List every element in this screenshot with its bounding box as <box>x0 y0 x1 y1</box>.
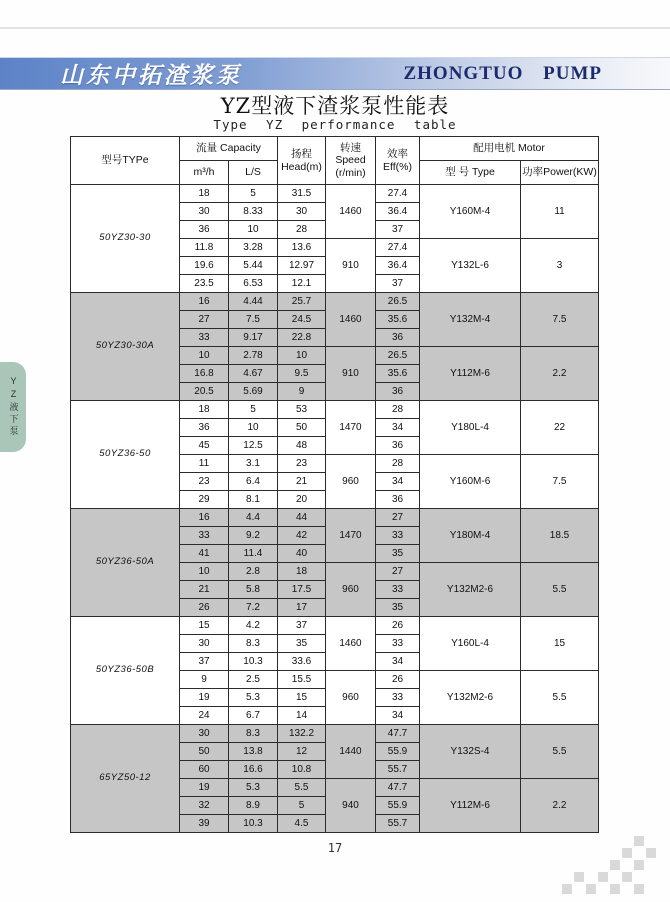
capacity-ls-cell: 12.5 <box>229 437 278 455</box>
head-cell: 9 <box>278 383 326 401</box>
eff-cell: 33 <box>376 635 420 653</box>
motor-power-cell: 5.5 <box>521 725 599 779</box>
head-cell: 37 <box>278 617 326 635</box>
eff-cell: 33 <box>376 689 420 707</box>
eff-cell: 47.7 <box>376 725 420 743</box>
section-tab-label: YZ液下泵 <box>8 376 19 438</box>
head-cell: 50 <box>278 419 326 437</box>
speed-cell: 1460 <box>326 293 376 347</box>
head-cell: 18 <box>278 563 326 581</box>
eff-cell: 27 <box>376 509 420 527</box>
head-cell: 44 <box>278 509 326 527</box>
col-header-motor-type: 型 号 Type <box>420 161 521 185</box>
capacity-ls-cell: 2.5 <box>229 671 278 689</box>
col-header-speed-en: (r/min) <box>335 166 366 179</box>
eff-cell: 34 <box>376 653 420 671</box>
capacity-ls-cell: 10.3 <box>229 815 278 833</box>
capacity-ls-cell: 8.1 <box>229 491 278 509</box>
eff-cell: 35.6 <box>376 365 420 383</box>
head-cell: 9.5 <box>278 365 326 383</box>
capacity-m3h-cell: 18 <box>180 401 229 419</box>
speed-cell: 910 <box>326 347 376 401</box>
eff-cell: 36 <box>376 383 420 401</box>
head-cell: 42 <box>278 527 326 545</box>
capacity-ls-cell: 4.2 <box>229 617 278 635</box>
brand-band <box>0 57 670 90</box>
capacity-ls-cell: 5.3 <box>229 689 278 707</box>
table-row <box>71 293 599 311</box>
motor-type-cell: Y180M-4 <box>420 509 521 563</box>
capacity-ls-cell: 7.5 <box>229 311 278 329</box>
motor-power-cell: 5.5 <box>521 563 599 617</box>
head-cell: 17 <box>278 599 326 617</box>
eff-cell: 36.4 <box>376 257 420 275</box>
head-cell: 5 <box>278 797 326 815</box>
eff-cell: 26.5 <box>376 347 420 365</box>
model-cell: 50YZ36-50A <box>71 509 180 617</box>
head-cell: 25.7 <box>278 293 326 311</box>
motor-type-cell: Y160L-4 <box>420 617 521 671</box>
capacity-ls-cell: 5.69 <box>229 383 278 401</box>
col-header-eff <box>376 137 420 185</box>
col-header-head-en: Head(m) <box>281 160 322 173</box>
capacity-ls-cell: 13.8 <box>229 743 278 761</box>
capacity-m3h-cell: 20.5 <box>180 383 229 401</box>
eff-cell: 34 <box>376 473 420 491</box>
motor-power-cell: 11 <box>521 185 599 239</box>
capacity-m3h-cell: 27 <box>180 311 229 329</box>
brand-logo-chinese: 山东中拓渣浆泵 <box>60 62 242 89</box>
eff-cell: 36 <box>376 329 420 347</box>
motor-power-cell: 7.5 <box>521 293 599 347</box>
speed-cell: 960 <box>326 455 376 509</box>
capacity-m3h-cell: 16 <box>180 293 229 311</box>
head-cell: 10.8 <box>278 761 326 779</box>
capacity-m3h-cell: 18 <box>180 185 229 203</box>
table-row <box>71 725 599 743</box>
header-row-1 <box>71 137 599 161</box>
motor-type-cell: Y132M2-6 <box>420 671 521 725</box>
head-cell: 22.8 <box>278 329 326 347</box>
head-cell: 13.6 <box>278 239 326 257</box>
capacity-ls-cell: 5.8 <box>229 581 278 599</box>
capacity-ls-cell: 4.4 <box>229 509 278 527</box>
capacity-ls-cell: 8.3 <box>229 635 278 653</box>
performance-table-body <box>71 185 599 833</box>
capacity-m3h-cell: 10 <box>180 347 229 365</box>
eff-cell: 34 <box>376 707 420 725</box>
capacity-m3h-cell: 16.8 <box>180 365 229 383</box>
capacity-m3h-cell: 21 <box>180 581 229 599</box>
capacity-ls-cell: 3.28 <box>229 239 278 257</box>
head-cell: 30 <box>278 203 326 221</box>
col-header-motor-power: 功率Power(KW) <box>521 161 599 185</box>
capacity-ls-cell: 8.3 <box>229 725 278 743</box>
table-row <box>71 509 599 527</box>
capacity-ls-cell: 6.4 <box>229 473 278 491</box>
capacity-m3h-cell: 26 <box>180 599 229 617</box>
motor-type-cell: Y160M-6 <box>420 455 521 509</box>
capacity-m3h-cell: 32 <box>180 797 229 815</box>
capacity-ls-cell: 5 <box>229 401 278 419</box>
col-header-eff-en: Eff(%) <box>383 160 412 173</box>
eff-cell: 26.5 <box>376 293 420 311</box>
model-cell: 50YZ30-30A <box>71 293 180 401</box>
capacity-ls-cell: 4.44 <box>229 293 278 311</box>
model-cell: 50YZ36-50 <box>71 401 180 509</box>
head-cell: 23 <box>278 455 326 473</box>
capacity-m3h-cell: 24 <box>180 707 229 725</box>
eff-cell: 26 <box>376 671 420 689</box>
eff-cell: 36 <box>376 437 420 455</box>
motor-power-cell: 18.5 <box>521 509 599 563</box>
motor-power-cell: 5.5 <box>521 671 599 725</box>
speed-cell: 940 <box>326 779 376 833</box>
capacity-m3h-cell: 19 <box>180 689 229 707</box>
capacity-ls-cell: 6.7 <box>229 707 278 725</box>
capacity-m3h-cell: 29 <box>180 491 229 509</box>
eff-cell: 33 <box>376 527 420 545</box>
capacity-m3h-cell: 19 <box>180 779 229 797</box>
capacity-ls-cell: 6.53 <box>229 275 278 293</box>
motor-type-cell: Y180L-4 <box>420 401 521 455</box>
capacity-ls-cell: 9.2 <box>229 527 278 545</box>
head-cell: 5.5 <box>278 779 326 797</box>
capacity-m3h-cell: 10 <box>180 563 229 581</box>
capacity-m3h-cell: 33 <box>180 527 229 545</box>
motor-type-cell: Y132M2-6 <box>420 563 521 617</box>
eff-cell: 55.9 <box>376 797 420 815</box>
eff-cell: 27.4 <box>376 185 420 203</box>
capacity-ls-cell: 16.6 <box>229 761 278 779</box>
capacity-m3h-cell: 11.8 <box>180 239 229 257</box>
capacity-ls-cell: 9.17 <box>229 329 278 347</box>
head-cell: 12.1 <box>278 275 326 293</box>
eff-cell: 47.7 <box>376 779 420 797</box>
capacity-m3h-cell: 50 <box>180 743 229 761</box>
model-cell: 50YZ30-30 <box>71 185 180 293</box>
brand-logo-english: ZHONGTUO PUMP <box>403 62 602 84</box>
eff-cell: 36 <box>376 491 420 509</box>
capacity-m3h-cell: 33 <box>180 329 229 347</box>
capacity-m3h-cell: 23 <box>180 473 229 491</box>
col-header-head <box>278 137 326 185</box>
table-row <box>71 401 599 419</box>
motor-type-cell: Y132M-4 <box>420 293 521 347</box>
speed-cell: 1460 <box>326 185 376 239</box>
eff-cell: 35.6 <box>376 311 420 329</box>
eff-cell: 37 <box>376 221 420 239</box>
eff-cell: 55.7 <box>376 815 420 833</box>
page-subtitle: Type YZ performance table <box>213 117 457 132</box>
motor-power-cell: 15 <box>521 617 599 671</box>
head-cell: 35 <box>278 635 326 653</box>
table-row <box>71 617 599 635</box>
col-header-speed-cn: 转速Speed <box>335 141 366 167</box>
capacity-ls-cell: 11.4 <box>229 545 278 563</box>
col-header-head-cn: 扬程 <box>291 147 312 160</box>
eff-cell: 34 <box>376 419 420 437</box>
eff-cell: 36.4 <box>376 203 420 221</box>
capacity-m3h-cell: 39 <box>180 815 229 833</box>
motor-type-cell: Y112M-6 <box>420 779 521 833</box>
speed-cell: 1440 <box>326 725 376 779</box>
motor-type-cell: Y132S-4 <box>420 725 521 779</box>
col-header-capacity: 流量 Capacity <box>180 137 278 161</box>
speed-cell: 1460 <box>326 617 376 671</box>
eff-cell: 35 <box>376 599 420 617</box>
capacity-ls-cell: 7.2 <box>229 599 278 617</box>
eff-cell: 35 <box>376 545 420 563</box>
head-cell: 21 <box>278 473 326 491</box>
eff-cell: 28 <box>376 455 420 473</box>
capacity-ls-cell: 2.8 <box>229 563 278 581</box>
head-cell: 28 <box>278 221 326 239</box>
head-cell: 53 <box>278 401 326 419</box>
head-cell: 15.5 <box>278 671 326 689</box>
col-header-capacity-ls: L/S <box>229 161 278 185</box>
capacity-m3h-cell: 11 <box>180 455 229 473</box>
capacity-ls-cell: 10.3 <box>229 653 278 671</box>
col-header-speed <box>326 137 376 185</box>
motor-type-cell: Y132L-6 <box>420 239 521 293</box>
capacity-ls-cell: 8.9 <box>229 797 278 815</box>
speed-cell: 1470 <box>326 509 376 563</box>
eff-cell: 55.9 <box>376 743 420 761</box>
capacity-m3h-cell: 15 <box>180 617 229 635</box>
capacity-ls-cell: 5.44 <box>229 257 278 275</box>
capacity-m3h-cell: 36 <box>180 221 229 239</box>
capacity-ls-cell: 10 <box>229 419 278 437</box>
capacity-ls-cell: 5 <box>229 185 278 203</box>
head-cell: 14 <box>278 707 326 725</box>
capacity-m3h-cell: 9 <box>180 671 229 689</box>
eff-cell: 28 <box>376 401 420 419</box>
eff-cell: 33 <box>376 581 420 599</box>
col-header-capacity-m3h: m³/h <box>180 161 229 185</box>
page-top-rule <box>0 27 670 29</box>
speed-cell: 960 <box>326 671 376 725</box>
col-header-model: 型号TYPe <box>71 137 180 185</box>
page-title: YZ型液下渣浆泵性能表 <box>220 94 450 118</box>
speed-cell: 1470 <box>326 401 376 455</box>
capacity-ls-cell: 2.78 <box>229 347 278 365</box>
eff-cell: 26 <box>376 617 420 635</box>
speed-cell: 910 <box>326 239 376 293</box>
eff-cell: 37 <box>376 275 420 293</box>
head-cell: 10 <box>278 347 326 365</box>
performance-table-header <box>71 137 599 185</box>
performance-table <box>70 136 599 833</box>
head-cell: 48 <box>278 437 326 455</box>
table-row <box>71 185 599 203</box>
capacity-m3h-cell: 30 <box>180 725 229 743</box>
capacity-m3h-cell: 60 <box>180 761 229 779</box>
capacity-ls-cell: 8.33 <box>229 203 278 221</box>
capacity-ls-cell: 5.3 <box>229 779 278 797</box>
capacity-m3h-cell: 37 <box>180 653 229 671</box>
capacity-m3h-cell: 16 <box>180 509 229 527</box>
head-cell: 132.2 <box>278 725 326 743</box>
model-cell: 50YZ36-50B <box>71 617 180 725</box>
head-cell: 12 <box>278 743 326 761</box>
head-cell: 33.6 <box>278 653 326 671</box>
motor-power-cell: 2.2 <box>521 779 599 833</box>
head-cell: 40 <box>278 545 326 563</box>
head-cell: 12.97 <box>278 257 326 275</box>
motor-power-cell: 3 <box>521 239 599 293</box>
head-cell: 31.5 <box>278 185 326 203</box>
eff-cell: 27 <box>376 563 420 581</box>
motor-type-cell: Y112M-6 <box>420 347 521 401</box>
capacity-m3h-cell: 30 <box>180 635 229 653</box>
head-cell: 17.5 <box>278 581 326 599</box>
model-cell: 65YZ50-12 <box>71 725 180 833</box>
eff-cell: 55.7 <box>376 761 420 779</box>
capacity-ls-cell: 10 <box>229 221 278 239</box>
eff-cell: 27.4 <box>376 239 420 257</box>
head-cell: 20 <box>278 491 326 509</box>
capacity-m3h-cell: 19.6 <box>180 257 229 275</box>
capacity-m3h-cell: 36 <box>180 419 229 437</box>
motor-type-cell: Y160M-4 <box>420 185 521 239</box>
speed-cell: 960 <box>326 563 376 617</box>
capacity-ls-cell: 3.1 <box>229 455 278 473</box>
head-cell: 24.5 <box>278 311 326 329</box>
col-header-motor: 配用电机 Motor <box>420 137 599 161</box>
motor-power-cell: 22 <box>521 401 599 455</box>
page-number: 17 <box>327 841 343 855</box>
capacity-m3h-cell: 30 <box>180 203 229 221</box>
capacity-m3h-cell: 45 <box>180 437 229 455</box>
motor-power-cell: 2.2 <box>521 347 599 401</box>
capacity-m3h-cell: 41 <box>180 545 229 563</box>
capacity-ls-cell: 4.67 <box>229 365 278 383</box>
capacity-m3h-cell: 23.5 <box>180 275 229 293</box>
head-cell: 15 <box>278 689 326 707</box>
head-cell: 4.5 <box>278 815 326 833</box>
motor-power-cell: 7.5 <box>521 455 599 509</box>
col-header-eff-cn: 效率 <box>387 147 408 160</box>
section-tab-yz-pump <box>0 362 26 452</box>
